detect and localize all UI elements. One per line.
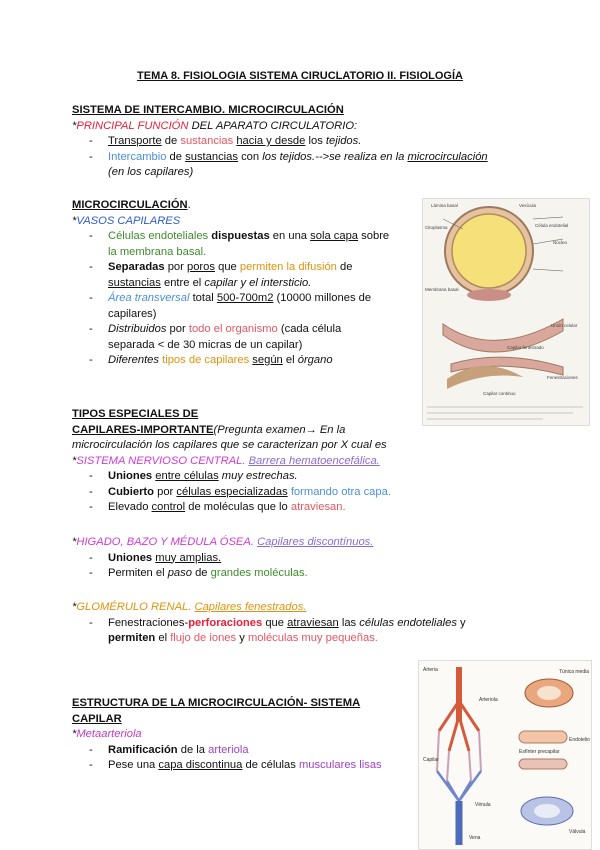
text-span: sustancias <box>185 150 238 163</box>
figure-label: Membrana basal <box>425 287 459 292</box>
text-span: capa discontinua <box>158 759 243 771</box>
text-span: separada < de 30 micras de un capilar) <box>108 338 303 351</box>
text-span: atraviesan. <box>290 501 346 513</box>
figure-label: Unión celular <box>551 323 578 328</box>
page-title: TEMA 8. FISIOLOGIA SISTEMA CIRUCLATORIO II. FISIOLOGÍA <box>137 70 463 82</box>
text-span: flujo de iones <box>170 632 237 644</box>
text-span: de <box>166 150 186 163</box>
text-span: por <box>166 323 189 335</box>
text-span: las <box>338 616 360 629</box>
subheading-pink: SISTEMA NERVIOSO CENTRAL. <box>76 454 246 467</box>
text-span: de la <box>177 743 209 756</box>
text-span: . <box>187 199 191 211</box>
list-item: - Fenestraciones-perforaciones que atraviesan las células endoteliales y permiten el flujo de iones y moléculas muy pequeñas. <box>89 616 466 644</box>
section-intercambio <box>72 103 542 181</box>
section-heading: CAPILARES-IMPORTANTE <box>72 423 214 436</box>
text-span: entre células <box>155 470 219 482</box>
bullet-star: * <box>72 601 77 613</box>
capillary-diagram <box>423 199 589 425</box>
text-span: dispuestas <box>211 230 270 242</box>
figure-label: Vesícula <box>519 203 537 208</box>
text-span: sola capa <box>310 230 359 242</box>
list-item: - Distribuidos por todo el organismo (cada célula separada < de 30 micras de un capilar) <box>89 323 342 351</box>
text-span: sustancias <box>180 135 234 147</box>
microcirculation-figure <box>418 660 592 850</box>
text-span: Diferentes <box>108 354 159 366</box>
figure-label: Vena <box>469 835 481 841</box>
text-span: permiten <box>108 632 156 644</box>
list-item: - Permiten el paso de grandes moléculas. <box>89 567 308 579</box>
text-span: Uniones <box>108 551 153 564</box>
bullet-star: * <box>72 536 77 548</box>
figure-label: Arteria <box>423 667 438 673</box>
section-heading: MICROCIRCULACIÓN <box>72 199 188 211</box>
subheading-orange: GLOMÉRULO RENAL. <box>76 601 192 613</box>
figure-label: Vénula <box>475 802 491 808</box>
text-span: Distribuidos <box>108 323 167 335</box>
list-item: - Diferentes tipos de capilares según el órgano <box>89 354 333 366</box>
text-span: Permiten el <box>108 567 168 579</box>
figure-label: Válvula <box>569 829 586 835</box>
figure-label: Núcleo <box>553 240 568 245</box>
list-item: - Separadas por poros que permiten la difusión de sustancias entre el capilar y el intersticio. <box>89 261 353 289</box>
text-span: Pese una <box>108 759 159 771</box>
section-heading: ESTRUCTURA DE LA MICROCIRCULACIÓN- SISTEMA <box>72 697 361 709</box>
text-span: Células endoteliales <box>108 230 209 242</box>
text-span: permiten la difusión <box>239 261 337 273</box>
text-span: musculares lisas <box>298 759 382 771</box>
subheading-red: PRINCIPAL FUNCIÓN <box>76 119 189 132</box>
text-span: de <box>191 567 211 579</box>
figure-label: Célula endotelial <box>535 223 569 228</box>
bullet-star: * <box>72 214 77 227</box>
figure-label: Citoplasma <box>425 225 448 230</box>
text-span: (en los capilares) <box>108 166 194 178</box>
figure-label: Capilar fenestrado <box>507 345 544 350</box>
capillary-cross-section-figure <box>422 198 590 426</box>
section-heading: SISTEMA DE INTERCAMBIO. MICROCIRCULACIÓN <box>72 104 344 116</box>
text-span: Área transversal <box>108 292 190 304</box>
section-heading: CAPILAR <box>72 712 122 725</box>
text-span: control <box>151 501 186 513</box>
figure-label: Lámina basal <box>431 203 458 208</box>
text-span: células especializadas <box>176 485 288 498</box>
text-span: según <box>252 354 283 366</box>
list-item: - Intercambio de sustancias con los tejidos.-->se realiza en la microcirculación (en los capilares) <box>89 150 488 178</box>
figure-label: Capilar continuo <box>483 391 516 396</box>
text-span: hacia y desde <box>236 135 306 147</box>
section-microcirculacion <box>72 198 422 369</box>
text-span: y <box>236 632 248 644</box>
text-span: formando otra capa. <box>290 485 391 498</box>
text-span: (cada célula <box>277 323 342 335</box>
list <box>72 469 532 516</box>
text-span: por <box>154 485 177 498</box>
text-span: el <box>155 632 171 644</box>
text-span: atraviesan <box>287 616 339 629</box>
subheading-link: Capilares discontínuos. <box>257 536 374 548</box>
subheading-pink: HIGADO, BAZO Y MÉDULA ÓSEA. <box>76 536 254 548</box>
text-span: Elevado <box>108 501 152 513</box>
text-span: tejidos. <box>325 135 362 147</box>
text-span: Cubierto <box>108 485 154 498</box>
text-span: por <box>164 261 187 273</box>
text-span: Ramificación <box>108 743 178 756</box>
text-span: con <box>237 150 263 163</box>
text-span: microcirculación <box>407 150 488 163</box>
figure-label: Arteriola <box>479 697 498 703</box>
text-span: los tejidos.-->se realiza en la <box>262 150 408 163</box>
subheading-blue: VASOS CAPILARES <box>76 214 181 227</box>
text-span: Uniones <box>108 470 153 482</box>
text-span: la membrana basal. <box>108 245 207 258</box>
figure-label: Fenestraciones <box>547 375 578 380</box>
text-span: tipos de capilares <box>162 354 250 366</box>
list-item: - Uniones entre células muy estrechas. <box>89 470 298 482</box>
list-item: - Cubierto por células especializadas formando otra capa. <box>89 485 391 498</box>
list-item: - Células endoteliales dispuestas en una sola capa sobre la membrana basal. <box>89 230 390 258</box>
bullet-star: * <box>72 119 77 132</box>
list-item: - Uniones muy amplias. <box>89 551 222 564</box>
list-item: - Área transversal total 500-700m2 (10000 millones de capilares) <box>89 292 372 320</box>
text-span: poros <box>186 261 215 273</box>
list-item: - Transporte de sustancias hacia y desde los tejidos. <box>89 135 362 147</box>
text-span: capilar y el intersticio. <box>204 276 312 289</box>
section-heading: TIPOS ESPECIALES DE <box>72 408 199 420</box>
subheading-magenta: Metaarteriola <box>76 728 142 740</box>
list-item: - Elevado control de moléculas que lo atraviesan. <box>89 501 346 513</box>
subheading-rest: DEL APARATO CIRCULATORIO: <box>188 119 358 132</box>
text-span: en una <box>269 230 311 242</box>
text-span: Intercambio <box>108 150 167 163</box>
text-span: y <box>456 616 466 629</box>
text-span: que <box>214 261 240 273</box>
text-span: entre el <box>160 276 205 289</box>
figure-label: Capilar <box>423 757 439 763</box>
text-span: arteriola <box>208 743 249 756</box>
section-glomerulo <box>72 600 532 647</box>
text-span: órgano <box>297 354 333 366</box>
text-span: total <box>189 292 217 304</box>
subheading-link: Barrera hematoencefálica. <box>248 454 380 467</box>
text-span: microcirculación los capilares que se caracterizan por X cual es <box>72 439 387 451</box>
list <box>72 743 397 774</box>
section-tipos-especiales <box>72 407 532 516</box>
bullet-star: * <box>72 728 77 740</box>
figure-label: Endotelio <box>569 737 590 743</box>
text-span: 500-700m2 <box>216 292 274 304</box>
list-item: - Pese una capa discontinua de células musculares lisas <box>89 759 382 771</box>
section-higado <box>72 535 532 582</box>
text-span: muy amplias. <box>155 551 222 564</box>
text-span: perforaciones <box>188 616 263 629</box>
text-span: Transporte <box>108 135 162 147</box>
text-span: células endoteliales <box>359 616 457 629</box>
text-span: paso <box>167 567 192 579</box>
text-span: Fenestraciones- <box>108 616 189 629</box>
text-span: todo el organismo <box>188 323 278 335</box>
figure-label: Túnica media <box>559 669 590 675</box>
text-span: Separadas <box>108 261 165 273</box>
subheading-link: Capilares fenestrados. <box>194 601 307 613</box>
text-span: de células <box>242 759 299 771</box>
list <box>72 229 422 369</box>
text-span: el <box>282 354 298 366</box>
text-span: grandes moléculas. <box>210 567 308 579</box>
text-span: de moléculas que lo <box>185 501 291 513</box>
text-span: que <box>262 616 288 629</box>
text-span: los <box>305 135 326 147</box>
text-span: capilares) <box>108 307 157 320</box>
figure-label: Esfínter precapilar <box>519 749 560 755</box>
text-span: (10000 millones de <box>273 292 372 304</box>
text-span: sobre <box>358 230 390 242</box>
list <box>72 134 542 181</box>
bullet-star: * <box>72 454 77 467</box>
text-span: sustancias <box>108 276 161 289</box>
text-span: (Pregunta examen→ En la <box>213 423 346 436</box>
text-span: muy estrechas. <box>221 470 298 482</box>
text-span: de <box>336 261 353 273</box>
section-estructura <box>72 696 397 774</box>
list <box>72 551 532 582</box>
list <box>72 616 532 647</box>
text-span: moléculas muy pequeñas. <box>247 632 378 644</box>
vessel-diagram <box>419 661 591 849</box>
list-item: - Ramificación de la arteriola <box>89 743 249 756</box>
text-span: de <box>161 135 181 147</box>
